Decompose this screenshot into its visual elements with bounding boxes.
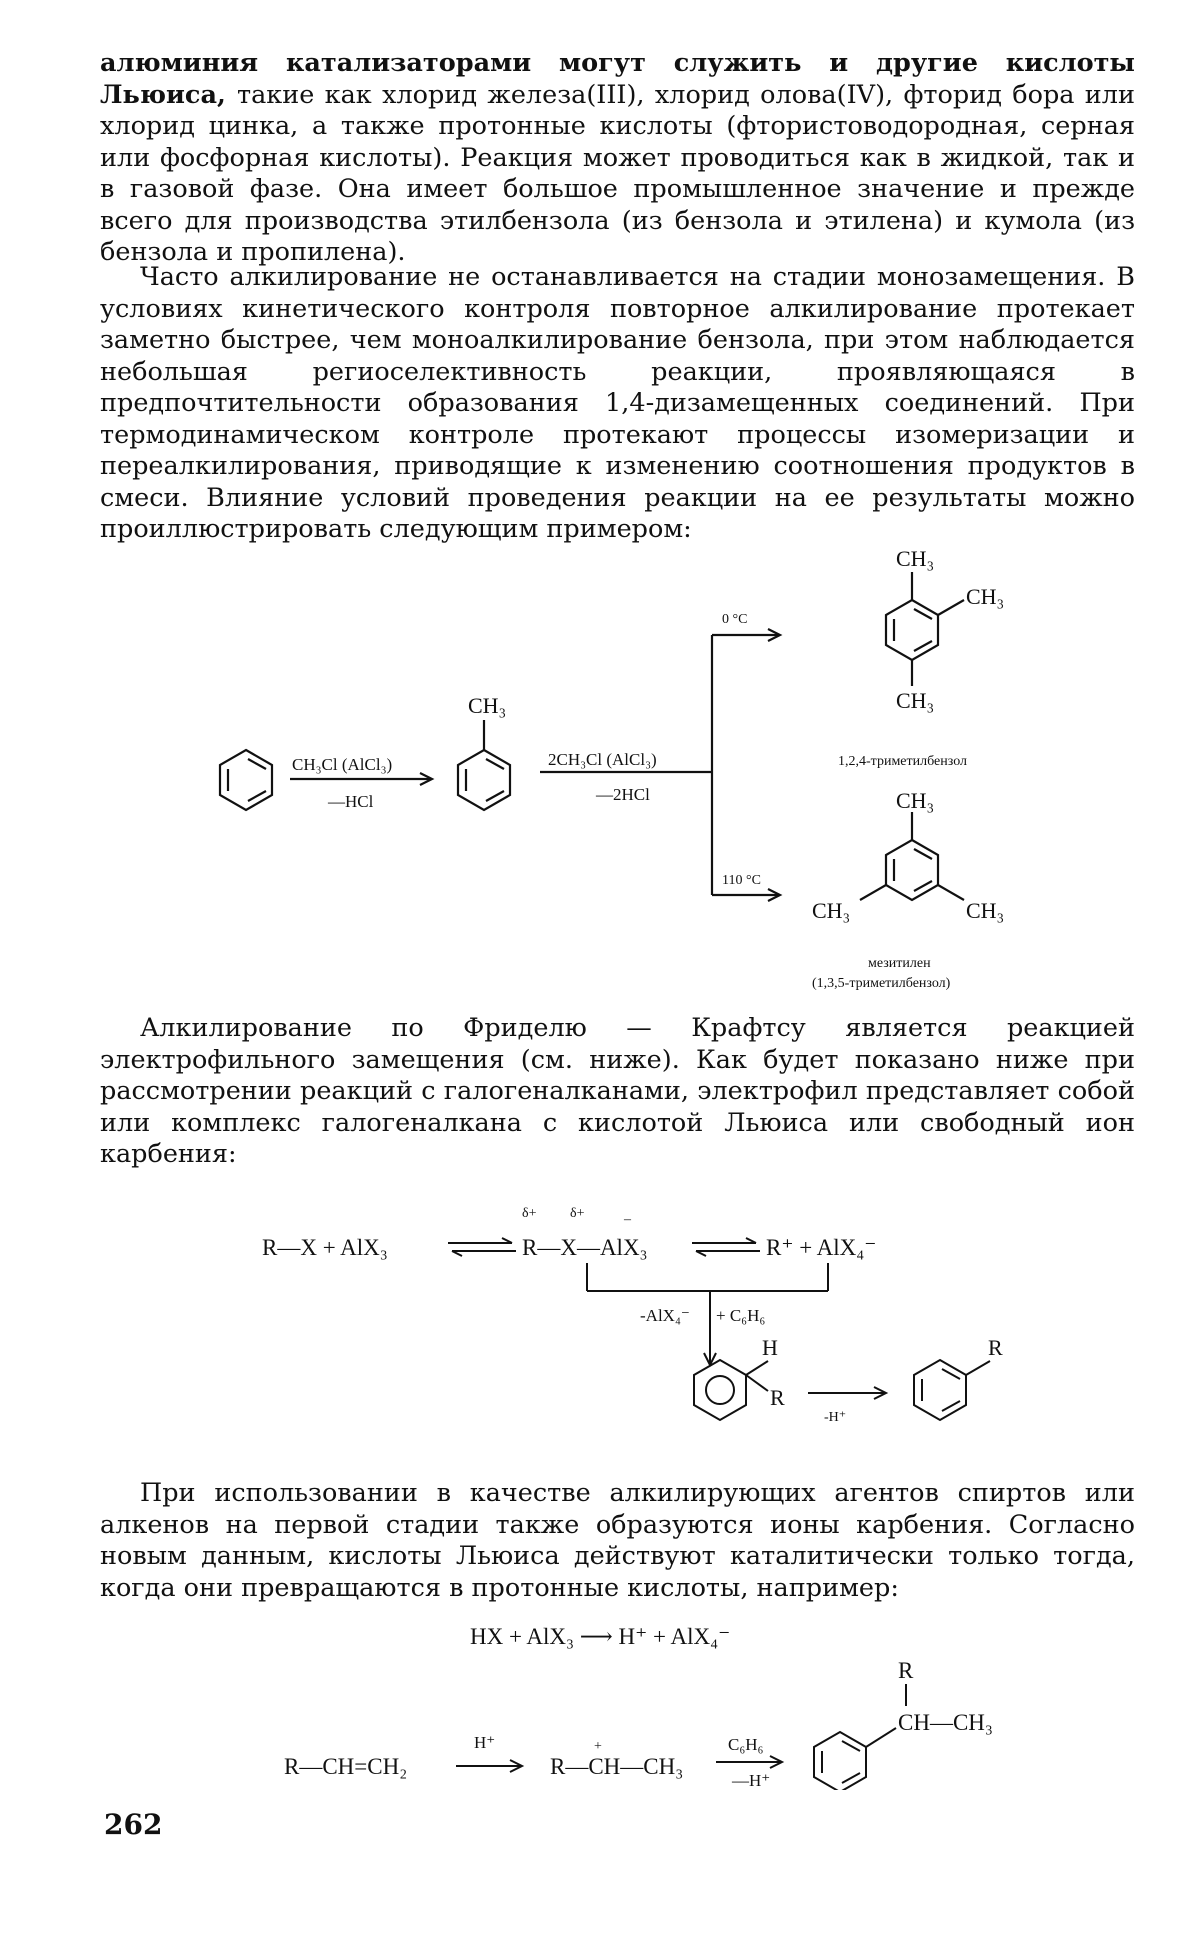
product1-methyl-bottom: CH₃	[896, 688, 935, 713]
step1-reagent: CH₃Cl (AlCl₃)	[292, 755, 393, 774]
complex: R—X—AlX₃	[522, 1235, 648, 1260]
toluene-methyl: CH₃	[468, 693, 507, 718]
product1-methyl-top: CH₃	[896, 546, 935, 571]
substituent-r: R	[898, 1658, 914, 1683]
step2-byproduct: —2HCl	[596, 785, 650, 804]
paragraph-2-text: Часто алкилирование не останавливается на стадии монозамещения. В условиях кинетического контроля повторное алкилирование протекает заметно быстрее, чем моноалкилирование бензола, при этом наблюдается небольшая региоселективность реакции, проявляющаяся в предпочтительности образования 1,4-дизамещенных соединений. При термодинамическом контроле протекают процессы изомеризации и переалкилирования, приводящие к изменению соотношения продуктов в смеси. Влияние условий проведения реакции на ее результаты можно проиллюстрировать следующим примером:	[100, 262, 1135, 544]
sigma-complex-h: H	[762, 1335, 778, 1360]
paragraph-4-text: При использовании в качестве алкилирующих агентов спиртов или алкенов на первой стадии также образуются ионы карбения. Согласно новым данным, кислоты Льюиса действуют каталитически только тогда, когда они превращаются в протонные кислоты, например:	[100, 1478, 1135, 1603]
side-benzene: + C₆H₆	[716, 1306, 766, 1325]
delta-x: δ+	[570, 1206, 585, 1221]
paragraph-3	[100, 1013, 1135, 1171]
paragraph-1-text: такие как хлорид железа(III), хлорид олова(IV), фторид бора или хлорид цинка, а также протонные кислоты (фтористоводородная, серная или фосфорная кислоты). Реакция может проводиться как в жидкой, так и в газовой фазе. Она имеет большое промышленное значение и прежде всего для производства этилбензола (из бензола и этилена) и кумола (из бензола и пропилена).	[100, 79, 1135, 267]
equation-lewis-acid: HX + AlX₃ ⟶ H⁺ + AlX₄⁻	[470, 1624, 731, 1649]
condition-0c: 0 °C	[722, 612, 748, 627]
step2-reagent: 2CH₃Cl (AlCl₃)	[548, 750, 657, 769]
carbocation: R—CH—CH₃	[550, 1754, 684, 1779]
page-number: 262	[104, 1808, 163, 1841]
scheme-carbenium-ion	[0, 1195, 1200, 1475]
paragraph-2	[100, 262, 1135, 546]
carbocation-charge: +	[594, 1739, 602, 1754]
paragraph-1	[100, 48, 1135, 269]
product2-name: мезитилен	[868, 956, 931, 971]
scheme-trimethylbenzene	[0, 520, 1200, 1000]
proton-loss: —H⁺	[732, 1771, 771, 1790]
paragraph-1-bold-line: алюминия катализаторами могут служить и другие кислоты Льюиса,	[100, 48, 1135, 110]
alkene: R—CH=CH₂	[284, 1754, 408, 1779]
paragraph-4	[100, 1478, 1135, 1604]
proton-reagent: H⁺	[474, 1733, 496, 1752]
condition-110c: 110 °C	[722, 873, 761, 888]
product2-methyl-top: CH₃	[896, 788, 935, 813]
product1-name: 1,2,4-триметилбензол	[838, 754, 968, 769]
ion-pair: R⁺ + AlX₄⁻	[766, 1235, 877, 1260]
product1-methyl-right: CH₃	[966, 584, 1005, 609]
product-r: R	[988, 1335, 1003, 1360]
delta-r: δ+	[522, 1206, 537, 1221]
product2-methyl-left: CH₃	[812, 898, 851, 923]
proton-loss: -H⁺	[824, 1410, 847, 1425]
side-removal: -AlX₄⁻	[640, 1306, 690, 1325]
sigma-complex-r: R	[770, 1385, 785, 1410]
benzene-reagent: C₆H₆	[728, 1735, 764, 1754]
paragraph-3-text: Алкилирование по Фриделю — Крафтсу является реакцией электрофильного замещения (см. ниже). Как будет показано ниже при рассмотрении реакций с галогеналканами, электрофил представляет собой или комплекс галогеналкана с кислотой Льюиса или свободный ион карбения:	[100, 1013, 1135, 1169]
product2-systematic-name: (1,3,5-триметилбензол)	[812, 976, 951, 991]
step1-byproduct: —HCl	[328, 792, 374, 811]
substituent-chain: CH—CH₃	[898, 1710, 993, 1735]
product2-methyl-right: CH₃	[966, 898, 1005, 923]
reactants: R—X + AlX₃	[262, 1235, 388, 1260]
minus-al: –	[624, 1212, 631, 1227]
scheme-alkene-alkylation	[0, 1610, 1200, 1790]
